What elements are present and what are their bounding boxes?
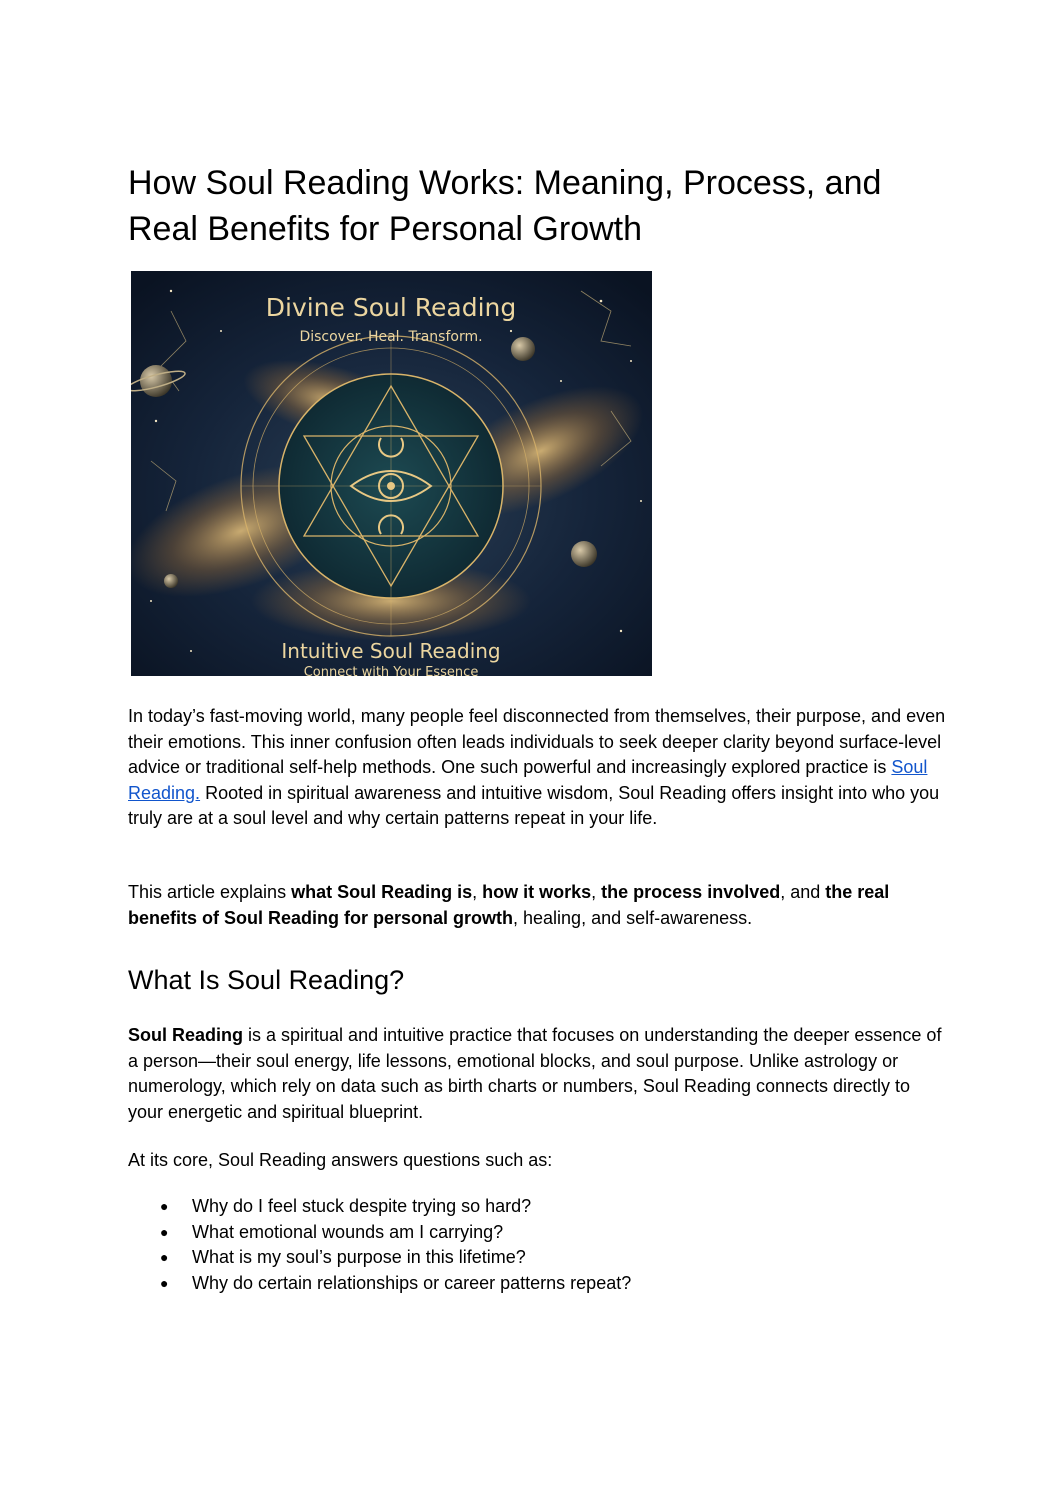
divine-soul-reading-illustration <box>131 271 652 676</box>
article-title: How Soul Reading Works: Meaning, Process, and Real Benefits for Personal Growth <box>128 164 882 248</box>
list-item <box>128 1271 948 1297</box>
questions-list <box>128 1194 948 1296</box>
summary-bold: how it works <box>482 882 592 902</box>
definition-paragraph <box>128 1023 948 1125</box>
list-item-text: What emotional wounds am I carrying? <box>192 1221 504 1242</box>
intro-text-2: Rooted in spiritual awareness and intuitive wisdom, Soul Reading offers insight into who you truly are at a soul level and why certain patterns repeat in your life. <box>128 782 940 828</box>
section-heading: What Is Soul Reading? <box>128 965 405 995</box>
list-item-text: Why do certain relationships or career patterns repeat? <box>192 1272 632 1293</box>
list-item <box>128 1194 948 1220</box>
summary-paragraph <box>128 880 948 931</box>
summary-text: This article explains <box>128 882 292 902</box>
bullet-icon: ● <box>160 1198 169 1214</box>
bullet-icon: ● <box>160 1249 169 1265</box>
list-item-text: Why do I feel stuck despite trying so hard? <box>192 1196 532 1216</box>
summary-text: , and <box>780 882 826 902</box>
summary-bold: what Soul Reading is <box>291 882 473 902</box>
hero-image <box>131 271 652 676</box>
summary-bold: the process involved <box>601 882 781 902</box>
summary-text: , <box>591 882 602 902</box>
summary-bold: the real benefits of Soul Reading for personal growth <box>128 882 890 928</box>
definition-text: is a spiritual and intuitive practice that focuses on understanding the deeper essence of a person—their soul energy, life lessons, emotional blocks, and soul purpose. Unlike astrology or numerology, which rely on data such as birth charts or numbers, Soul Reading connects directly to your energetic and spiritual blueprint. <box>128 1025 942 1122</box>
questions-intro: At its core, Soul Reading answers questions such as: <box>128 1150 553 1170</box>
hero-footer-heading: Intuitive Soul Reading <box>281 639 501 663</box>
hero-footer-tagline: Connect with Your Essence <box>303 665 479 676</box>
summary-text: , healing, and self-awareness. <box>513 907 753 928</box>
list-item-text: What is my soul’s purpose in this lifetime? <box>192 1247 526 1267</box>
intro-text-1: In today’s fast-moving world, many people feel disconnected from themselves, their purpose, and even their emotions. This inner confusion often leads individuals to seek deeper clarity beyond surface-level advice or traditional self-help methods. One such powerful and increasingly explored practice is <box>128 706 946 777</box>
hero-heading: Divine Soul Reading <box>265 293 517 322</box>
bullet-icon: ● <box>160 1223 169 1240</box>
list-item <box>128 1220 948 1246</box>
definition-term: Soul Reading <box>128 1025 244 1045</box>
intro-paragraph <box>128 704 948 832</box>
list-item <box>128 1245 948 1271</box>
bullet-icon: ● <box>160 1274 169 1291</box>
hero-tagline: Discover. Heal. Transform. <box>299 329 483 345</box>
summary-text: , <box>472 882 483 902</box>
soul-reading-link[interactable]: Soul Reading. <box>128 757 928 803</box>
